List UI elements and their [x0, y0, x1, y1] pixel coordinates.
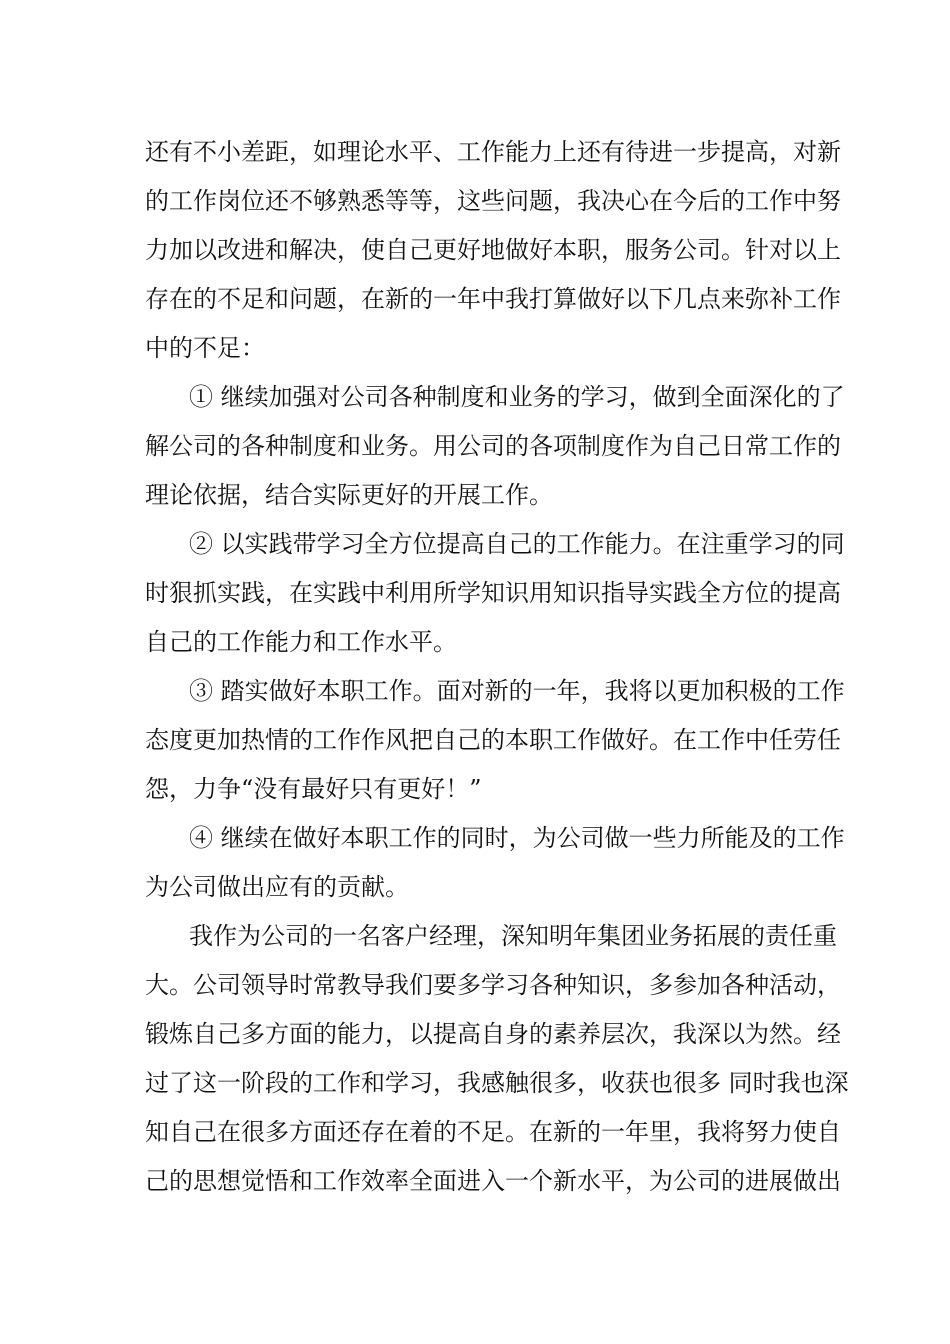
text-line: 己的思想觉悟和工作效率全面进入一个新水平，为公司的进展做出 — [145, 1167, 841, 1195]
text-line: 力加以改进和解决，使自己更好地做好本职，服务公司。针对以上 — [145, 236, 841, 264]
text-line: 时狠抓实践，在实践中利用所学知识用知识指导实践全方位的提高 — [145, 579, 841, 607]
text-line: 中的不足： — [145, 334, 265, 362]
text-line: 过了这一阶段的工作和学习，我感触很多，收获也很多 同时我也深 — [145, 1069, 849, 1097]
list-item-3-line: ③ 踏实做好本职工作。面对新的一年，我将以更加积极的工作 — [189, 677, 845, 705]
text-line: 理论依据，结合实际更好的开展工作。 — [145, 481, 553, 509]
text-line: 存在的不足和问题，在新的一年中我打算做好以下几点来弥补工作 — [145, 285, 841, 313]
list-item-1-line: ① 继续加强对公司各种制度和业务的学习，做到全面深化的了 — [189, 383, 845, 411]
text-line: 怨，力争“没有最好只有更好！” — [145, 775, 482, 803]
text-line: 锻炼自己多方面的能力，以提高自身的素养层次，我深以为然。经 — [145, 1020, 841, 1048]
text-line: 为公司做出应有的贡献。 — [145, 873, 409, 901]
list-item-4-line: ④ 继续在做好本职工作的同时，为公司做一些力所能及的工作 — [189, 824, 845, 852]
paragraph-start-line: 我作为公司的一名客户经理，深知明年集团业务拓展的责任重 — [189, 922, 837, 950]
text-line: 自己的工作能力和工作水平。 — [145, 628, 457, 656]
text-line: 的工作岗位还不够熟悉等等，这些问题，我决心在今后的工作中努 — [145, 187, 841, 215]
document-body — [145, 128, 849, 1206]
text-line: 知自己在很多方面还存在着的不足。在新的一年里，我将努力使自 — [145, 1118, 841, 1146]
list-item-2-line: ② 以实践带学习全方位提高自己的工作能力。在注重学习的同 — [189, 530, 845, 558]
text-line: 大。公司领导时常教导我们要多学习各种知识，多参加各种活动， — [145, 971, 841, 999]
text-line: 还有不小差距，如理论水平、工作能力上还有待进一步提高，对新 — [145, 138, 841, 166]
text-line: 解公司的各种制度和业务。用公司的各项制度作为自己日常工作的 — [145, 432, 841, 460]
text-line: 态度更加热情的工作作风把自己的本职工作做好。在工作中任劳任 — [145, 726, 841, 754]
